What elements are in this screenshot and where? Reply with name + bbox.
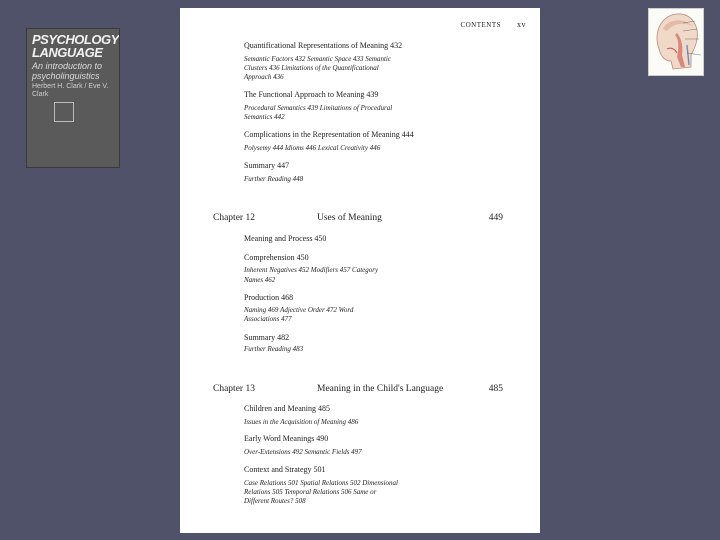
toc-entry: Production 468 [244,293,294,302]
toc-entry: Summary 482 [244,333,290,342]
cover-title-line1: PSYCHOLOGY [32,32,119,47]
chapter-number: Chapter 13 [213,384,255,394]
toc-entry: Complications in the Representation of Meaning 444 [244,130,414,139]
toc-subentry: Over-Extensions 492 Semantic Fields 497 [244,448,362,456]
chapter-title: Uses of Meaning [317,213,382,223]
toc-entry: Comprehension 450 [244,253,309,262]
toc-subentry: Polysemy 444 Idioms 446 Lexical Creativity 446 [244,144,381,152]
toc-subentry: Names 462 [244,276,276,284]
toc-subentry: Naming 469 Adjective Order 472 Word [244,306,354,314]
toc-entry: Early Word Meanings 490 [244,434,329,443]
toc-subentry: Issues in the Acquisition of Meaning 486 [244,418,359,426]
header-label: CONTENTS [460,21,501,29]
toc-entry: Summary 447 [244,161,290,170]
toc-subentry: Inherent Negatives 452 Modifiers 457 Category [244,266,379,274]
head-anatomy-icon [649,9,703,75]
chapter-heading [213,213,503,223]
toc-subentry: Semantics 442 [244,113,285,121]
page-header [460,20,526,29]
toc-entry: Children and Meaning 485 [244,404,330,413]
toc-subentry: Relations 505 Temporal Relations 506 Same or [244,488,377,496]
header-page-number: xv [517,20,526,29]
toc-subentry: Case Relations 501 Spatial Relations 502 Dimensional [244,479,398,487]
toc-entry: The Functional Approach to Meaning 439 [244,90,379,99]
toc-subentry: Further Reading 483 [244,345,304,353]
head-anatomy-thumbnail [648,8,704,76]
cover-authors: Herbert H. Clark / Eve V. Clark [32,83,109,98]
toc-subentry: Further Reading 448 [244,175,304,183]
chapter-number: Chapter 12 [213,213,255,223]
toc-subentry: Associations 477 [244,315,292,323]
toc-subentry: Clusters 436 Limitations of the Quantificational [244,64,379,72]
toc-subentry: Different Routes? 508 [244,497,306,505]
toc-subentry: Approach 436 [244,73,284,81]
toc-subentry: Procedural Semantics 439 Limitations of Procedural [244,104,393,112]
contents-page [180,8,540,533]
chapter-page: 449 [488,213,503,223]
cover-title-line2: LANGUAGE [32,45,103,60]
chapter-page: 485 [488,384,503,394]
toc-entry: Context and Strategy 501 [244,465,326,474]
cover-subtitle: An introduction to psycholinguistics [32,61,103,81]
book-cover-thumbnail [26,28,120,168]
chapter-title: Meaning in the Child's Language [317,384,444,394]
publisher-emblem-icon [54,102,74,122]
toc-subentry: Semantic Factors 432 Semantic Space 433 Semantic [244,55,391,63]
toc-entry: Quantificational Representations of Meaning 432 [244,41,403,50]
chapter-heading [213,384,503,394]
toc-entry: Meaning and Process 450 [244,234,327,243]
